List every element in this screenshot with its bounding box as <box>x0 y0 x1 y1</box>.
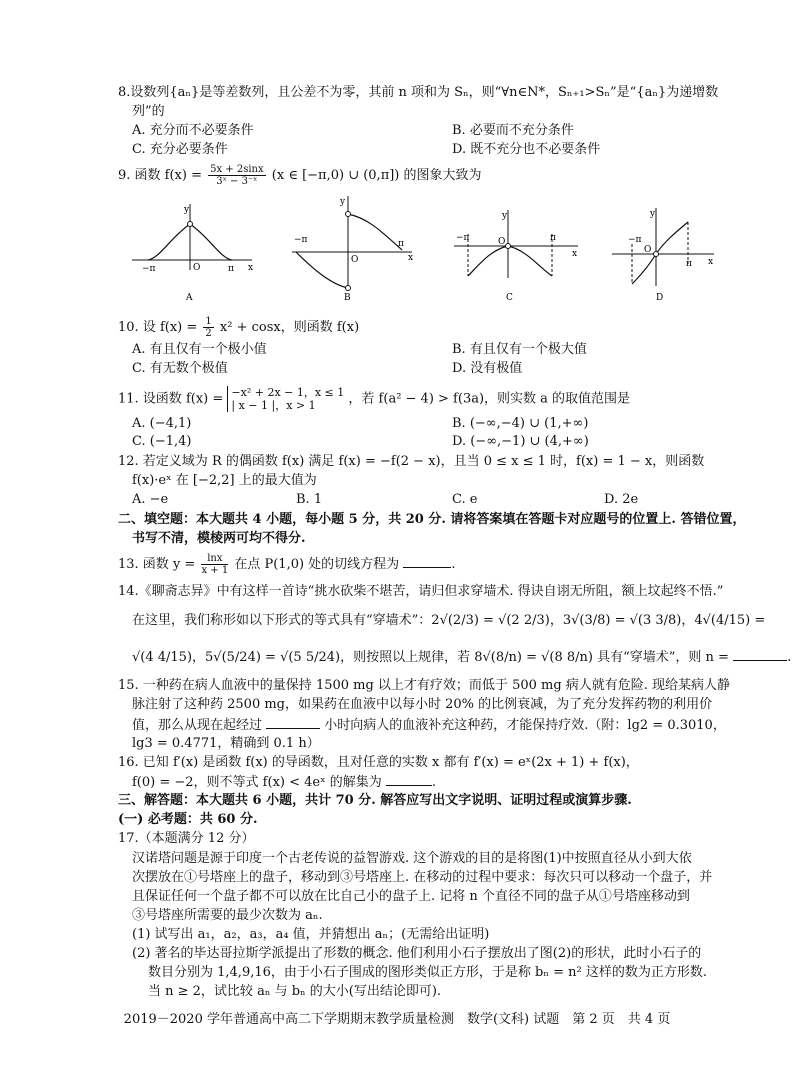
q15-line3 <box>132 716 726 735</box>
q8-option-b[interactable]: B. 必要而不充分条件 <box>452 123 574 138</box>
q9-b-xlabel: x <box>408 253 414 263</box>
q9-c-hole <box>506 244 511 249</box>
q9-b-hole-top <box>346 212 351 217</box>
q10-option-b[interactable]: B. 有且仅有一个极大值 <box>452 342 587 357</box>
q11-case2: | x − 1 |，x > 1 <box>231 399 316 412</box>
section2-heading-line2: 书写不清，模棱两可均不得分. <box>132 531 306 546</box>
q13-stem-post: 在点 P(1,0) 处的切线方程为 <box>234 557 400 572</box>
q15-line3-post: 小时向病人的血液补充这种药，才能保持疗效.（附：lg2 = 0.3010， <box>324 718 726 733</box>
q17-para-line2: 次摆放在①号塔座上的盘子，移动到③号塔座上. 在移动的过程中要求：每次只可以移动一个盘子，并 <box>132 870 713 885</box>
q10-fraction <box>203 316 213 339</box>
q17-para-line4: ③号塔座所需要的最少次数为 aₙ. <box>132 908 323 923</box>
q14-answer-blank[interactable] <box>733 648 787 661</box>
q13-frac-num: lnx <box>201 553 228 565</box>
q11-piecewise <box>227 386 344 412</box>
q9-b-curve-right <box>348 214 402 250</box>
q8-option-d[interactable]: D. 既不充分也不必要条件 <box>452 142 601 157</box>
q11-stem-pre: 11. 设函数 f(x) = <box>118 391 224 407</box>
q10-option-d[interactable]: D. 没有极值 <box>452 361 523 376</box>
q12-stem-line1: 12. 若定义域为 R 的偶函数 f(x) 满足 f(x) = −f(2 − x)，且当 0 ≤ x ≤ 1 时，f(x) = 1 − x，则函数 <box>118 454 705 469</box>
q9-b-label: B <box>344 293 351 303</box>
q9-d-hole <box>654 252 659 257</box>
q13-fraction <box>201 553 228 576</box>
q10-frac-num: 1 <box>205 316 212 327</box>
q17-sub2-line1: (2) 著名的毕达哥拉斯学派提出了形数的概念. 他们利用小石子摆放出了图(2)的形状，此时小石子的 <box>132 946 702 961</box>
q17-para-line3: 且保证任何一个盘子都不可以放在比自己小的盘子上. 记将 n 个直径不同的盘子从①号塔座移动到 <box>132 889 690 904</box>
q13-frac-den: x + 1 <box>201 565 229 576</box>
q15-line4: lg3 = 0.4771，精确到 0.1 h） <box>132 736 320 751</box>
q9-b-curve-left <box>296 252 348 288</box>
q11-option-c[interactable]: C. (−1,4) <box>132 434 192 449</box>
q14-line3-text: √(4 4/15)，5√(5/24) = √(5 5/24)，则按照以上规律，若 8√(8/n) = √(8 8/n) 具有“穿墙术”，则 n = <box>132 650 729 665</box>
q9-stem <box>118 164 482 187</box>
q9-a-pi: π <box>228 264 234 274</box>
q14-line2: 在这里，我们称形如以下形式的等式具有“穿墙术”：2√(2/3) = √(2 2/3)，3√(3/8) = √(3 3/8)，4√(4/15) = <box>132 613 766 628</box>
q9-c-ylabel: y <box>502 211 508 221</box>
q9-a-negpi: −π <box>142 264 156 274</box>
q10-option-a[interactable]: A. 有且仅有一个极小值 <box>132 342 267 357</box>
q9-d-label: D <box>656 293 664 303</box>
q9-d-pi: π <box>686 259 692 269</box>
q15-line2: 脉注射了这种药 2500 mg，如果药在血液中以每小时 20% 的比例衰减，为了充分发挥药物的利用价 <box>132 697 713 712</box>
page-footer: 2019－2020 学年普通高中高二下学期期末教学质量检测 数学(文科) 试题 第 2 页 共 4 页 <box>123 1012 671 1027</box>
q9-c-label: C <box>506 293 513 303</box>
q16-line2 <box>132 773 436 792</box>
q9-d-xlabel: x <box>708 257 714 267</box>
q11-option-a[interactable]: A. (−4,1) <box>132 416 192 431</box>
q9-graph-d[interactable] <box>612 208 714 303</box>
q14-line1: 14.《聊斋志异》中有这样一首诗“挑水砍柴不堪苦，请归但求穿墙术. 得诀自诩无所阻，额上坟起终不悟.” <box>118 584 724 599</box>
q9-stem-post: (x ∈ [−π,0) ∪ (0,π]) 的图象大致为 <box>271 168 482 183</box>
q9-d-curve <box>632 222 688 284</box>
q9-c-curve <box>468 246 552 276</box>
q12-stem-line2: f(x)·eˣ 在 [−2,2] 上的最大值为 <box>132 473 317 488</box>
q9-a-label: A <box>186 293 193 303</box>
q9-a-ylabel: y <box>184 205 190 215</box>
section3-heading: 三、解答题：本大题共 6 小题，共计 70 分. 解答应写出文字说明、证明过程或演算步骤. <box>118 793 632 808</box>
q8-stem-line2: 列”的 <box>132 104 165 119</box>
q10-frac-den: 2 <box>205 328 212 339</box>
q10-option-c[interactable]: C. 有无数个极值 <box>132 361 228 376</box>
section3-subheading: (一) 必考题：共 60 分. <box>118 812 258 827</box>
q9-b-pi: π <box>398 239 404 249</box>
q9-graph-a[interactable] <box>132 204 253 303</box>
q9-c-origin: O <box>498 237 506 247</box>
q16-answer-blank[interactable] <box>386 773 432 786</box>
q9-graphs <box>130 194 720 306</box>
q10-stem <box>118 316 359 339</box>
q11-stem-post: ，若 f(a² − 4) > f(3a)，则实数 a 的取值范围是 <box>348 391 631 407</box>
q9-a-origin: O <box>193 263 201 273</box>
q10-stem-post: x² + cosx，则函数 f(x) <box>219 320 360 335</box>
q12-option-c[interactable]: C. e <box>452 492 478 507</box>
q16-line2-pre: f(0) = −2，则不等式 f(x) < 4eˣ 的解集为 <box>132 775 382 790</box>
q11-option-d[interactable]: D. (−∞,−1) ∪ (4,+∞) <box>452 434 589 449</box>
q9-b-negpi: −π <box>294 235 308 245</box>
q17-sub2-line2: 数目分别为 1,4,9,16，由于小石子围成的图形类似正方形，于是称 bₙ = n² 这样的数为正方形数. <box>148 965 707 980</box>
q9-c-pi: π <box>550 233 556 243</box>
q8-option-c[interactable]: C. 充分必要条件 <box>132 142 228 157</box>
q9-stem-pre: 9. 函数 f(x) = <box>118 168 202 183</box>
q10-stem-pre: 10. 设 f(x) = <box>118 320 198 335</box>
q9-frac-den: 3ˣ − 3⁻ˣ <box>216 176 258 187</box>
q9-b-ylabel: y <box>340 197 346 207</box>
q9-a-xlabel: x <box>248 263 254 273</box>
q16-line1: 16. 已知 f′(x) 是函数 f(x) 的导函数，且对任意的实数 x 都有 f′(x) = eˣ(2x + 1) + f(x)， <box>118 755 639 770</box>
q16-end: . <box>431 775 437 790</box>
q12-option-d[interactable]: D. 2e <box>604 492 639 507</box>
q14-end: . <box>787 650 792 665</box>
q11-option-b[interactable]: B. (−∞,−4) ∪ (1,+∞) <box>452 416 589 431</box>
q13-answer-blank[interactable] <box>403 555 451 568</box>
q11-stem <box>118 386 630 412</box>
q9-d-origin: O <box>644 245 652 255</box>
q9-b-hole-bottom <box>346 286 351 291</box>
q17-title: 17.（本题满分 12 分） <box>118 831 255 846</box>
section2-heading-line1: 二、填空题：本大题共 4 小题，每小题 5 分，共 20 分. 请将答案填在答题卡对应题号的位置上. 答错位置， <box>118 512 746 527</box>
q9-a-hole <box>188 222 193 227</box>
q14-line3 <box>132 648 791 667</box>
q9-d-negpi: −π <box>628 235 642 245</box>
q9-fraction <box>208 164 266 187</box>
q9-c-negpi: −π <box>456 233 470 243</box>
q12-option-a[interactable]: A. −e <box>132 492 169 507</box>
q17-sub2-line3: 当 n ≥ 2，试比较 aₙ 与 bₙ 的大小(写出结论即可). <box>148 984 442 999</box>
q17-para-line1: 汉诺塔问题是源于印度一个古老传说的益智游戏. 这个游戏的目的是将图(1)中按照直径从小到大依 <box>132 851 692 866</box>
q9-d-ylabel: y <box>650 209 656 219</box>
q9-b-origin: O <box>351 255 359 265</box>
q9-graph-b[interactable] <box>292 196 413 303</box>
q13-end: . <box>451 557 456 572</box>
q9-frac-num: 5x + 2sinx <box>210 164 264 175</box>
q13-stem-pre: 13. 函数 y = <box>118 557 196 572</box>
q15-line3-pre: 值，那么从现在起经过 <box>132 718 263 733</box>
q15-answer-blank[interactable] <box>266 716 320 729</box>
q8-stem-line1: 8.设数列{aₙ}是等差数列，且公差不为零，其前 n 项和为 Sₙ，则“∀n∈N*，Sₙ₊₁>Sₙ”是“{aₙ}为递增数 <box>118 85 719 100</box>
q15-line1: 15. 一种药在病人血液中的量保持 1500 mg 以上才有疗效；而低于 500 mg 病人就有危险. 现给某病人静 <box>118 678 731 693</box>
q12-option-b[interactable]: B. 1 <box>296 492 323 507</box>
q9-c-xlabel: x <box>572 249 578 259</box>
q8-option-a[interactable]: A. 充分而不必要条件 <box>132 123 254 138</box>
q9-graph-c[interactable] <box>454 210 578 303</box>
q17-sub1: (1) 试写出 a₁，a₂，a₃，a₄ 值，并猜想出 aₙ；(无需给出证明) <box>132 927 490 942</box>
q13-stem <box>118 553 455 576</box>
q11-case1: −x² + 2x − 1，x ≤ 1 <box>231 386 345 399</box>
